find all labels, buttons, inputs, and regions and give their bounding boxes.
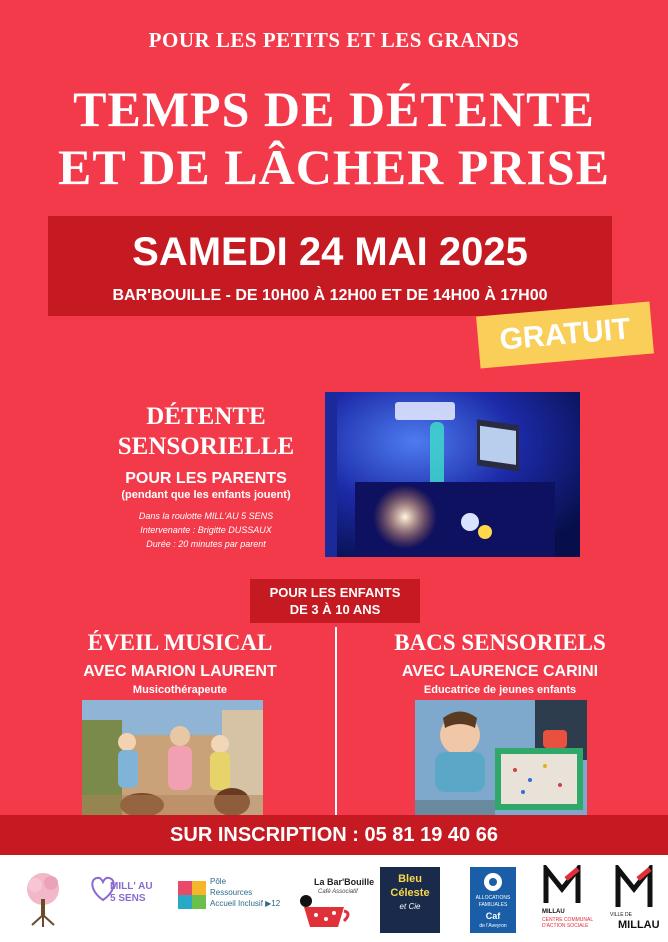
bacs-role: Educatrice de jeunes enfants xyxy=(423,684,577,696)
kids-line-1: POUR LES ENFANTS xyxy=(269,585,401,600)
eveil-title: ÉVEIL MUSICAL xyxy=(87,630,273,655)
eveil-role: Musicothérapeute xyxy=(132,684,228,696)
tree-logo xyxy=(20,869,66,929)
m-emblem-icon xyxy=(542,865,582,905)
kids-age-box xyxy=(250,579,420,623)
detente-title-line-1: DÉTENTE xyxy=(146,403,266,430)
inscription-banner: SUR INSCRIPTION : 05 81 19 40 66 xyxy=(0,815,668,855)
sensory-room-photo xyxy=(325,392,580,557)
bleu-celeste-logo xyxy=(380,867,440,933)
music-photo xyxy=(82,700,263,817)
title-line-2: ET DE LÂCHER PRISE xyxy=(58,139,610,195)
ville-text-2: MILLAU xyxy=(618,919,660,931)
detente-speaker: Intervenante : Brigitte DUSSAUX xyxy=(140,525,272,535)
caf-text-2: FAMILIALES xyxy=(478,902,508,908)
sensory-bins-photo xyxy=(415,700,587,817)
title-line-1: TEMPS DE DÉTENTE xyxy=(73,81,595,137)
tagline: POUR LES PETITS ET LES GRANDS xyxy=(148,28,520,52)
detente-title xyxy=(88,402,324,462)
pole-text-3: Accueil Inclusif ▶12 xyxy=(210,899,281,908)
pole-ressources-logo xyxy=(178,873,288,923)
eveil-host: AVEC MARION LAURENT xyxy=(83,663,277,680)
bacs-title: BACS SENSORIELS xyxy=(394,630,606,655)
caf-emblem-icon xyxy=(480,871,506,893)
kids-line-2: DE 3 À 10 ANS xyxy=(289,602,381,617)
bleu-text-2: Céleste xyxy=(390,887,430,899)
ville-millau-logo xyxy=(608,865,662,937)
sensory-room-image xyxy=(325,392,580,557)
caf-text-1: ALLOCATIONS xyxy=(475,895,511,901)
puzzle-icon xyxy=(178,881,206,909)
ccas-text-2: CENTRE COMMUNAL xyxy=(542,917,594,923)
event-date: SAMEDI 24 MAI 2025 xyxy=(132,230,528,274)
parents-heading: POUR LES PARENTS xyxy=(125,470,287,487)
ccas-text-3: D'ACTION SOCIALE xyxy=(542,923,589,929)
caf-logo xyxy=(470,867,516,933)
ccas-text-1: MILLAU xyxy=(542,909,565,915)
ville-text-1: VILLE DE xyxy=(610,912,632,918)
column-divider xyxy=(335,627,337,815)
pole-text-2: Ressources xyxy=(210,888,253,897)
bleu-text-1: Bleu xyxy=(398,873,422,885)
main-title xyxy=(0,80,668,196)
mill-au-text: MILL' AU xyxy=(110,881,153,892)
parents-note: (pendant que les enfants jouent) xyxy=(121,489,291,501)
music-image xyxy=(82,700,263,817)
event-schedule: BAR'BOUILLE - DE 10H00 À 12H00 ET DE 14H00 À 17H00 xyxy=(112,287,548,304)
caf-text-4: de l'Aveyron xyxy=(479,923,507,929)
ccas-millau-logo xyxy=(538,865,594,937)
barbouille-sub: Café Associatif xyxy=(318,889,358,895)
barbouille-text: La Bar'Bouille xyxy=(314,877,375,887)
free-badge: GRATUIT xyxy=(476,302,654,369)
m-city-icon xyxy=(614,865,654,909)
cup-icon xyxy=(298,895,352,929)
detente-title-line-2: SENSORIELLE xyxy=(117,433,295,460)
detente-location: Dans la roulotte MILL'AU 5 SENS xyxy=(138,511,274,521)
sensory-bins-image xyxy=(415,700,587,817)
mill-au-text-2: 5 SENS xyxy=(110,893,146,904)
partner-logos xyxy=(0,855,668,942)
caf-text-3: Caf xyxy=(485,911,501,921)
pole-text-1: Pôle xyxy=(210,877,227,886)
bacs-host: AVEC LAURENCE CARINI xyxy=(401,663,599,680)
mill-au-logo xyxy=(84,871,154,927)
detente-duration: Durée : 20 minutes par parent xyxy=(146,539,266,549)
bleu-text-3: et Cie xyxy=(399,902,421,911)
barbouille-logo xyxy=(296,869,375,931)
date-banner xyxy=(48,216,612,316)
